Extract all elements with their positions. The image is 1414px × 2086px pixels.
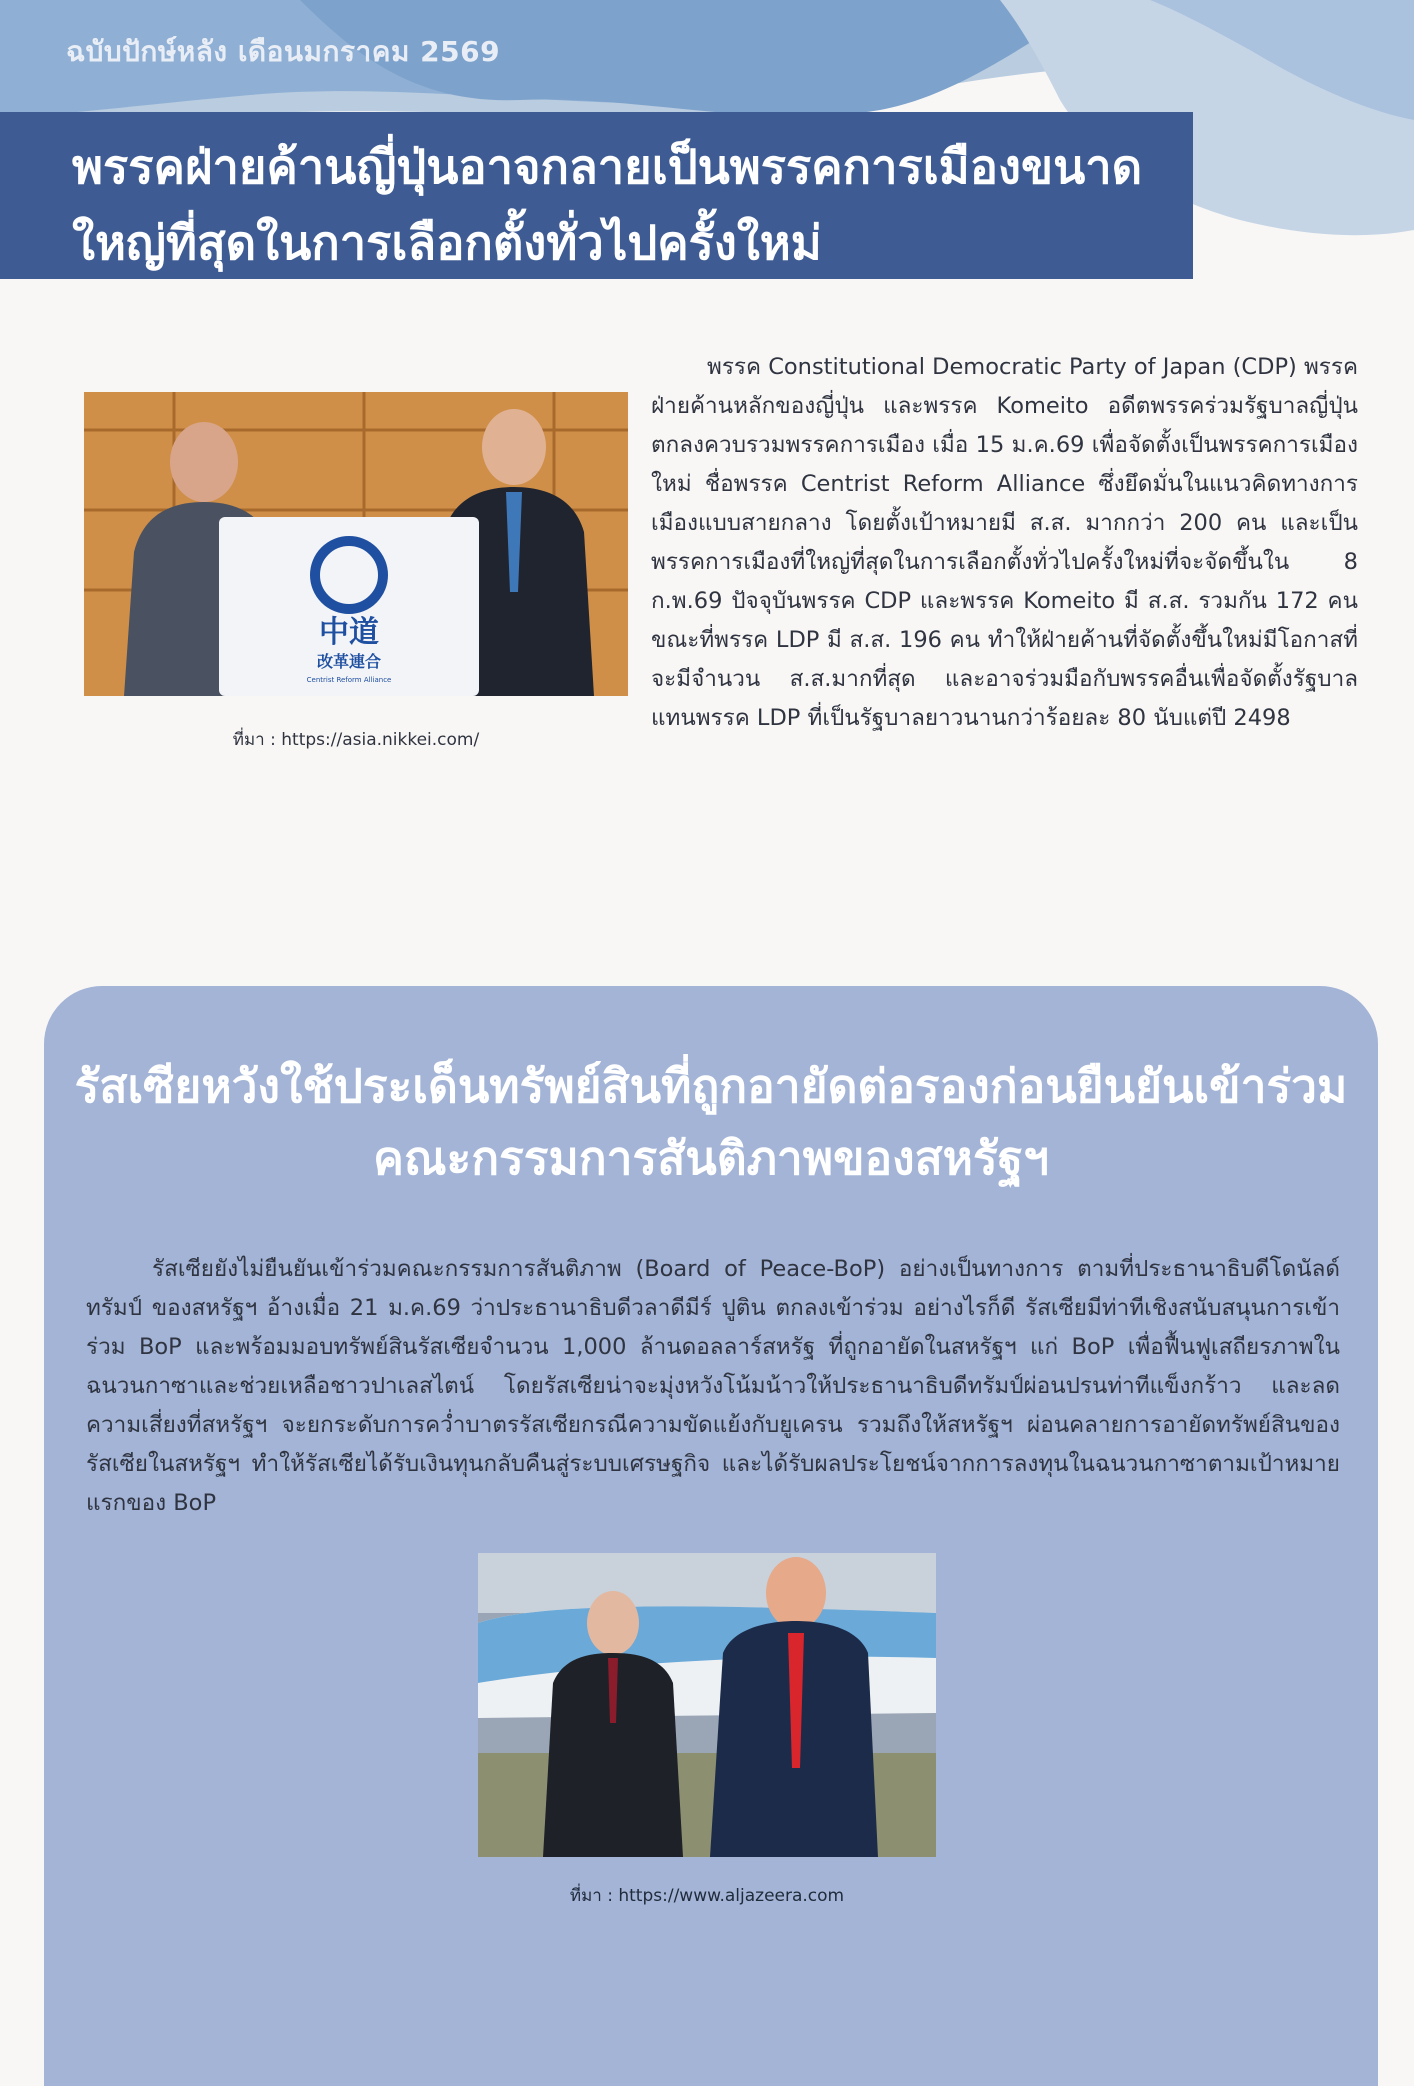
sign-english: Centrist Reform Alliance <box>306 676 392 684</box>
article1-title: พรรคฝ่ายค้านญี่ปุ่นอาจกลายเป็นพรรคการเมืองขนาดใหญ่ที่สุดในการเลือกตั้งทั่วไปครั้งใหม่ <box>72 140 1143 271</box>
article2-title: รัสเซียหวังใช้ประเด็นทรัพย์สินที่ถูกอายัดต่อรองก่อนยืนยันเข้าร่วมคณะกรรมการสันติภาพของสหรัฐฯ <box>74 1059 1348 1185</box>
article1-source-caption: ที่มา : https://asia.nikkei.com/ <box>232 730 480 750</box>
issue-label: ฉบับปักษ์หลัง เดือนมกราคม 2569 <box>66 35 501 68</box>
sign-chinese-line2: 改革連合 <box>316 652 382 671</box>
article2-photo <box>478 1553 936 1857</box>
article1-body: พรรค Constitutional Democratic Party of Japan (CDP) พรรคฝ่ายค้านหลักของญี่ปุ่น และพรรค Komeito อดีตพรรคร่วมรัฐบาลญี่ปุ่น ตกลงควบรวมพรรคการเมือง เมื่อ 15 ม.ค.69 เพื่อจัดตั้งเป็นพรรคการเมืองใหม่ ชื่อพรรค Centrist Reform Alliance ซึ่งยึดมั่นในแนวคิดทางการเมืองแบบสายกลาง โดยตั้งเป้าหมายมี ส.ส. มากกว่า 200 คน และเป็นพรรคการเมืองที่ใหญ่ที่สุดในการเลือกตั้งทั่วไปครั้งใหม่ที่จะจัดขึ้นใน 8 ก.พ.69 ปัจจุบันพรรค CDP และพรรค Komeito มี ส.ส. รวมกัน 172 คน ขณะที่พรรค LDP มี ส.ส. 196 คน ทำให้ฝ่ายค้านที่จัดตั้งขึ้นใหม่มีโอกาสที่จะมีจำนวน ส.ส.มากที่สุด และอาจร่วมมือกับพรรคอื่นเพื่อจัดตั้งรัฐบาลแทนพรรค LDP ที่เป็นรัฐบาลยาวนานกว่าร้อยละ 80 นับแต่ปี 2498 <box>651 354 1358 731</box>
sign-chinese-line1: 中道 <box>319 615 379 650</box>
article1-photo <box>84 392 628 696</box>
article2-body: รัสเซียยังไม่ยืนยันเข้าร่วมคณะกรรมการสันติภาพ (Board of Peace-BoP) อย่างเป็นทางการ ตามที่ประธานาธิบดีโดนัลด์ ทรัมป์ ของสหรัฐฯ อ้างเมื่อ 21 ม.ค.69 ว่าประธานาธิบดีวลาดีมีร์ ปูติน ตกลงเข้าร่วม อย่างไรก็ดี รัสเซียมีท่าทีเชิงสนับสนุนการเข้าร่วม BoP และพร้อมมอบทรัพย์สินรัสเซียจำนวน 1,000 ล้านดอลลาร์สหรัฐ ที่ถูกอายัดในสหรัฐฯ แก่ BoP เพื่อฟื้นฟูเสถียรภาพในฉนวนกาซาและช่วยเหลือชาวปาเลสไตน์ โดยรัสเซียน่าจะมุ่งหวังโน้มน้าวให้ประธานาธิบดีทรัมป์ผ่อนปรนท่าทีแข็งกร้าว และลดความเสี่ยงที่สหรัฐฯ จะยกระดับการคว่ำบาตรรัสเซียกรณีความขัดแย้งกับยูเครน รวมถึงให้สหรัฐฯ ผ่อนคลายการอายัดทรัพย์สินของรัสเซียในสหรัฐฯ ทำให้รัสเซียได้รับเงินทุนกลับคืนสู่ระบบเศรษฐกิจ และได้รับผลประโยชน์จากการลงทุนในฉนวนกาซาตามเป้าหมายแรกของ BoP <box>86 1256 1340 1516</box>
article2-source-caption: ที่มา : https://www.aljazeera.com <box>569 1886 845 1906</box>
